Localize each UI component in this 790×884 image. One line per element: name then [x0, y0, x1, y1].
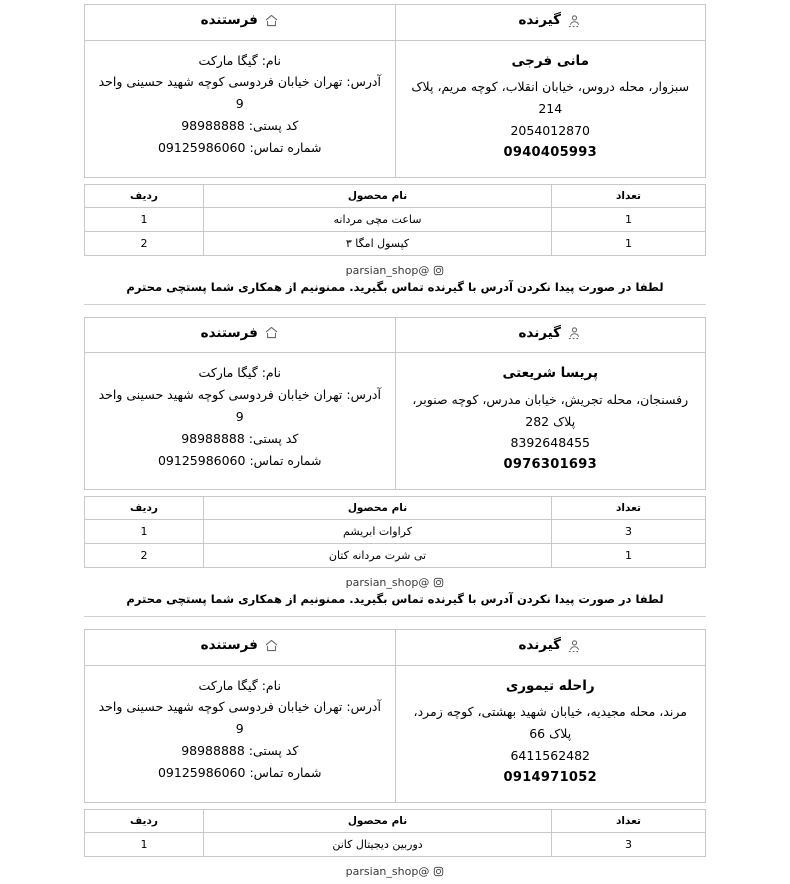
- postman-note: لطفا در صورت پیدا نکردن آدرس با گیرنده تماس بگیرید. ممنونیم از همکاری شما پستچی محترم: [126, 592, 664, 606]
- products-header-row: [85, 184, 706, 207]
- receiver-cell: [395, 665, 706, 802]
- receiver-cell: [395, 353, 706, 490]
- column-row: ردیف: [85, 809, 204, 832]
- label-divider: [84, 304, 706, 305]
- receiver-name: مانی فرجی: [511, 52, 589, 69]
- table-row: [85, 832, 706, 856]
- receiver-header-cell: [395, 630, 706, 666]
- receiver-postal-code: 2054012870: [510, 122, 591, 138]
- product-count: 3: [552, 520, 706, 544]
- product-row-index: 2: [85, 231, 204, 255]
- sender-cell: [85, 353, 396, 490]
- label-footer: [84, 576, 706, 606]
- receiver-phone: 0976301693: [503, 457, 597, 473]
- shop-handle-text: parsian_shop@: [345, 576, 430, 589]
- column-row: ردیف: [85, 497, 204, 520]
- sender-name: نام: گیگا مارکت: [198, 677, 281, 693]
- user-location-icon: [567, 13, 582, 28]
- sender-postal-code: کد پستی: 98988888: [181, 743, 299, 759]
- home-icon: [264, 325, 279, 340]
- shipping-label: [84, 4, 706, 305]
- table-row: [85, 231, 706, 255]
- receiver-header-label: گیرنده: [518, 637, 562, 653]
- sender-header-cell: [85, 630, 396, 666]
- address-header-row: [85, 630, 706, 666]
- instagram-icon: [433, 866, 444, 877]
- products-table: [84, 496, 706, 568]
- receiver-postal-code: 8392648455: [510, 435, 591, 451]
- shipping-label: [84, 629, 706, 878]
- address-body-row: [85, 40, 706, 177]
- sender-address: آدرس: تهران خیابان فردوسی کوچه شهید حسینی واحد 9: [98, 699, 381, 737]
- product-row-index: 2: [85, 544, 204, 568]
- sender-cell: [85, 40, 396, 177]
- receiver-address: سبزوار، محله دروس، خیابان انقلاب، کوچه مریم، پلاک 214: [411, 79, 690, 116]
- product-count: 1: [552, 544, 706, 568]
- postman-note: لطفا در صورت پیدا نکردن آدرس با گیرنده تماس بگیرید. ممنونیم از همکاری شما پستچی محترم: [126, 279, 664, 294]
- product-name: ساعت مچی مردانه: [204, 207, 552, 231]
- product-name: کراوات ابریشم: [204, 520, 552, 544]
- column-count: تعداد: [552, 184, 706, 207]
- sender-header-cell: [85, 5, 396, 41]
- receiver-address: مرند، محله مجیدیه، خیابان شهید بهشتی، کوچه زمرد، پلاک 66: [413, 704, 687, 741]
- shop-handle: [346, 264, 445, 277]
- shipping-label: [84, 317, 706, 618]
- column-count: تعداد: [552, 497, 706, 520]
- instagram-icon: [433, 265, 444, 276]
- home-icon: [264, 13, 279, 28]
- receiver-header-label: گیرنده: [518, 12, 562, 28]
- product-row-index: 1: [85, 832, 204, 856]
- sender-name: نام: گیگا مارکت: [198, 365, 281, 380]
- sender-postal-code: کد پستی: 98988888: [181, 118, 299, 134]
- product-name: تی شرت مردانه کتان: [204, 544, 552, 568]
- sender-address: آدرس: تهران خیابان فردوسی کوچه شهید حسینی واحد 9: [98, 386, 381, 424]
- sender-header-label: فرستنده: [200, 637, 258, 653]
- address-table: [84, 4, 706, 178]
- sender-header-label: فرستنده: [200, 12, 258, 28]
- table-row: [85, 544, 706, 568]
- product-count: 1: [552, 231, 706, 255]
- column-product: نام محصول: [204, 809, 552, 832]
- sender-phone: شماره تماس: 09125986060: [157, 452, 322, 468]
- receiver-postal-code: 6411562482: [510, 747, 591, 763]
- product-row-index: 1: [85, 520, 204, 544]
- sender-phone: شماره تماس: 09125986060: [157, 765, 322, 780]
- user-location-icon: [567, 638, 582, 653]
- products-header-row: [85, 497, 706, 520]
- sender-address: آدرس: تهران خیابان فردوسی کوچه شهید حسینی واحد 9: [98, 74, 381, 112]
- product-name: دوربین دیجیتال کانن: [204, 832, 552, 856]
- receiver-name: پریسا شریعتی: [502, 365, 599, 381]
- sender-header-cell: [85, 317, 396, 353]
- shop-handle: [346, 865, 445, 878]
- label-divider: [84, 616, 706, 617]
- receiver-cell: [395, 40, 706, 177]
- column-product: نام محصول: [204, 184, 552, 207]
- address-header-row: [85, 5, 706, 41]
- user-location-icon: [567, 325, 582, 340]
- address-header-row: [85, 317, 706, 353]
- receiver-address: رفسنجان، محله تجریش، خیابان مدرس، کوچه صنوبر، پلاک 282: [412, 391, 689, 429]
- sender-postal-code: کد پستی: 98988888: [181, 430, 299, 446]
- receiver-header-cell: [395, 317, 706, 353]
- table-row: [85, 520, 706, 544]
- products-header-row: [85, 809, 706, 832]
- product-count: 3: [552, 832, 706, 856]
- column-row: ردیف: [85, 184, 204, 207]
- label-footer: [84, 264, 706, 294]
- label-footer: [84, 865, 706, 878]
- products-table: [84, 809, 706, 857]
- receiver-header-label: گیرنده: [518, 324, 562, 341]
- product-row-index: 1: [85, 207, 204, 231]
- home-icon: [264, 638, 279, 653]
- sender-name: نام: گیگا مارکت: [198, 52, 281, 68]
- products-table: [84, 184, 706, 256]
- address-body-row: [85, 665, 706, 802]
- shop-handle: [346, 576, 445, 589]
- column-product: نام محصول: [204, 497, 552, 520]
- address-table: [84, 629, 706, 803]
- receiver-phone: 0914971052: [503, 769, 597, 785]
- sender-header-label: فرستنده: [200, 324, 258, 341]
- receiver-name: راحله تیموری: [505, 677, 595, 694]
- receiver-header-cell: [395, 5, 706, 41]
- instagram-icon: [433, 577, 444, 588]
- address-table: [84, 317, 706, 491]
- shop-handle-text: parsian_shop@: [345, 263, 430, 277]
- sender-phone: شماره تماس: 09125986060: [157, 140, 322, 155]
- table-row: [85, 207, 706, 231]
- product-count: 1: [552, 207, 706, 231]
- product-name: کپسول امگا ۳: [204, 231, 552, 255]
- sender-cell: [85, 665, 396, 802]
- receiver-phone: 0940405993: [503, 144, 597, 160]
- shop-handle-text: parsian_shop@: [345, 864, 430, 878]
- address-body-row: [85, 353, 706, 490]
- column-count: تعداد: [552, 809, 706, 832]
